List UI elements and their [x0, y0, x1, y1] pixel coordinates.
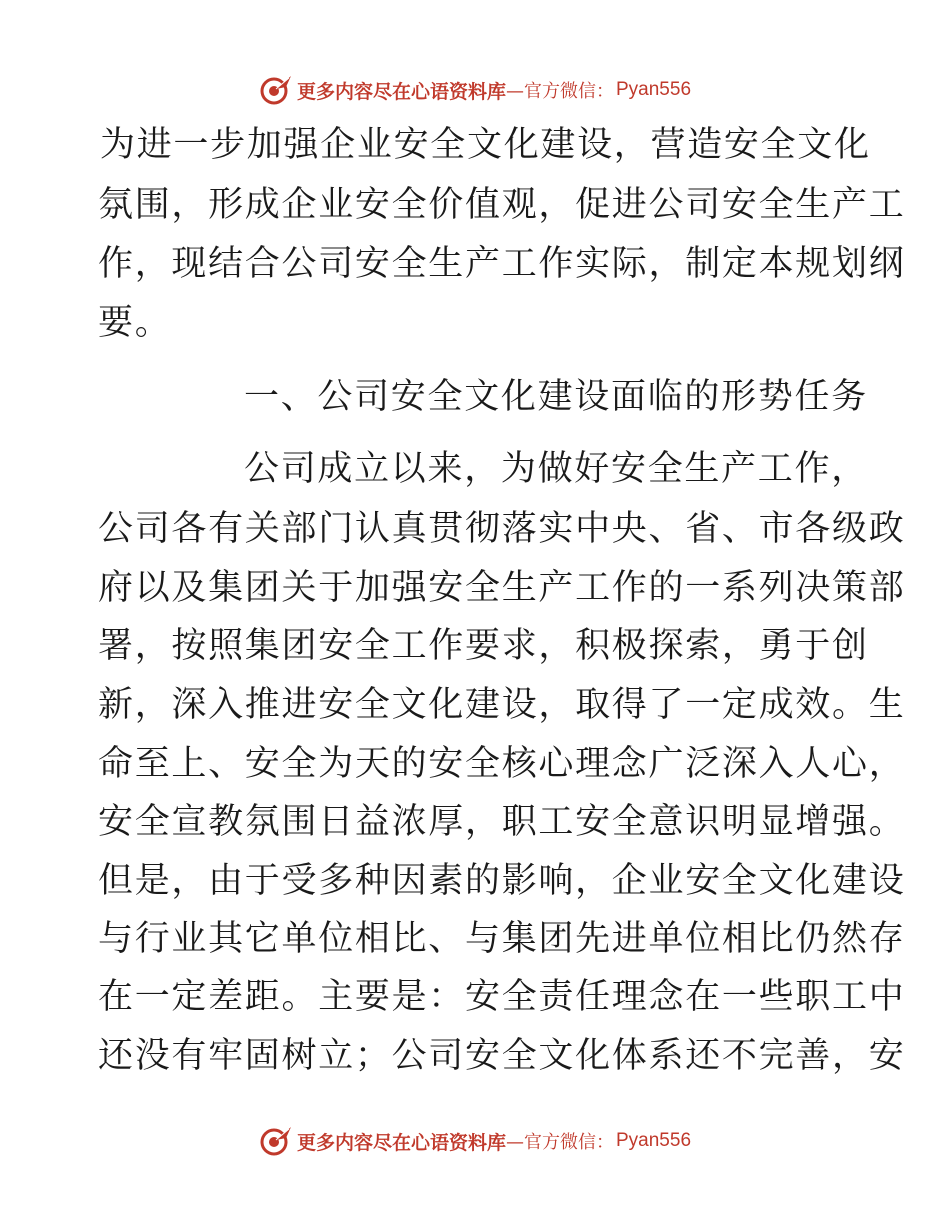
paragraph-line: 作，现结合公司安全生产工作实际，制定本规划纲 [98, 244, 906, 284]
paragraph-line: 氛围，形成企业安全价值观，促进公司安全生产工 [98, 185, 906, 225]
paragraph-line: 但是，由于受多种因素的影响，企业安全文化建设 [98, 861, 906, 901]
paragraph-line: 为进一步加强企业安全文化建设，营造安全文化 [100, 125, 871, 165]
paragraph-line: 公司各有关部门认真贯彻落实中央、省、市各级政 [98, 509, 906, 549]
paragraph-line: 新，深入推进安全文化建设，取得了一定成效。生 [98, 685, 906, 725]
header-banner [0, 70, 950, 110]
banner-account-id: Pyan556 [616, 79, 692, 100]
paragraph-line: 命至上、安全为天的安全核心理念广泛深入人心， [98, 744, 906, 784]
banner-separator: —官方微信： [506, 81, 614, 102]
banner-separator: —官方微信： [506, 1132, 614, 1153]
banner-title: 更多内容尽在心语资料库 [296, 1131, 506, 1154]
section-heading: 一、公司安全文化建设面临的形势任务 [244, 377, 868, 417]
paragraph-line: 公司成立以来，为做好安全生产工作， [244, 449, 868, 489]
paragraph-line: 还没有牢固树立；公司安全文化体系还不完善，安 [98, 1036, 906, 1076]
feather-quill-logo-icon [259, 73, 293, 107]
footer-banner [0, 1121, 950, 1161]
paragraph-line: 与行业其它单位相比、与集团先进单位相比仍然存 [98, 919, 906, 959]
paragraph-line: 在一定差距。主要是：安全责任理念在一些职工中 [98, 977, 906, 1017]
paragraph-line: 要。 [98, 303, 172, 343]
paragraph-line: 安全宣教氛围日益浓厚，职工安全意识明显增强。 [98, 802, 906, 842]
paragraph-line: 府以及集团关于加强安全生产工作的一系列决策部 [98, 568, 906, 608]
paragraph-line: 署，按照集团安全工作要求，积极探索，勇于创 [98, 626, 869, 666]
feather-quill-logo-icon [259, 1124, 293, 1158]
banner-title: 更多内容尽在心语资料库 [296, 80, 506, 103]
banner-account-id: Pyan556 [616, 1130, 692, 1151]
